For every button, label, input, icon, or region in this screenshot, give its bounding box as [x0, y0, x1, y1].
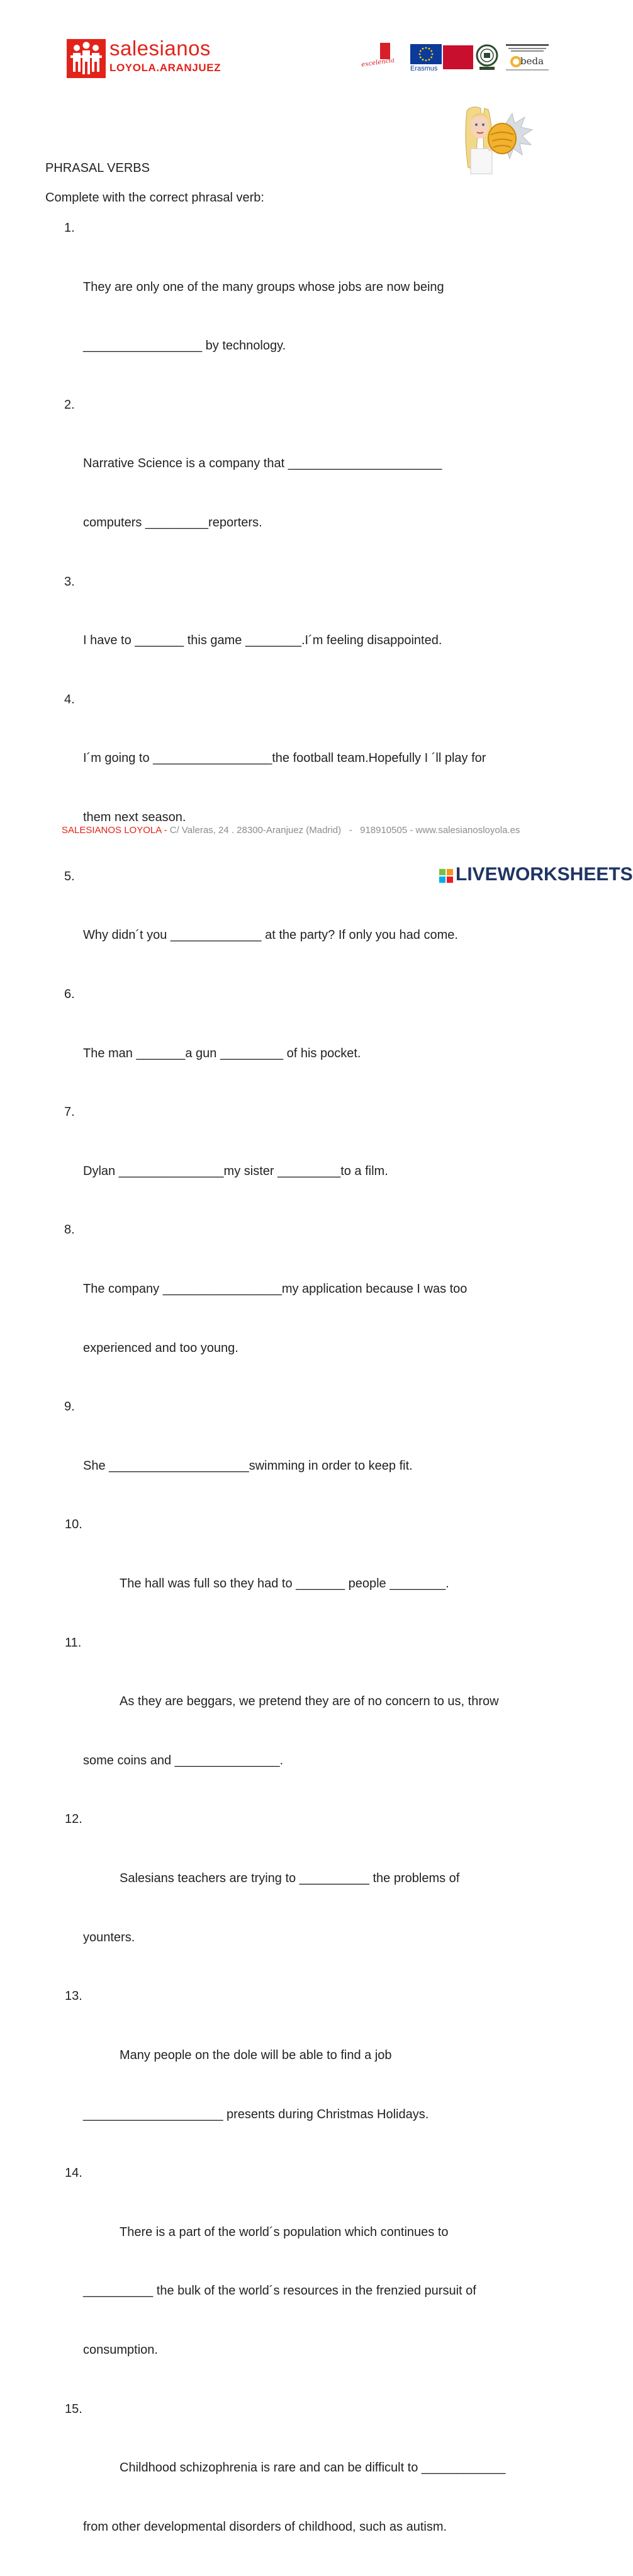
question-item [0, 395, 629, 572]
worksheet-instruction: Complete with the correct phrasal verb: [45, 191, 264, 205]
question-number: 15. [65, 2402, 82, 2416]
question-item [0, 1103, 629, 1220]
question-line: younters. [83, 1930, 135, 1944]
question-number: 11. [65, 1635, 82, 1650]
question-line: I have to _______ this game ________.I´m feeling disappointed. [83, 633, 442, 648]
question-number: 12. [65, 1812, 82, 1827]
question-number: 3. [64, 574, 75, 589]
question-line: There is a part of the world´s population which continues to [120, 2225, 449, 2239]
question-line: from other developmental disorders of childhood, such as autism. [83, 2519, 447, 2534]
question-line: They are only one of the many groups whose jobs are now being [83, 280, 444, 294]
question-number: 5. [64, 869, 75, 883]
question-item [0, 1633, 629, 1810]
question-line: __________ the bulk of the world´s resources in the frenzied pursuit of [83, 2284, 476, 2298]
question-item [0, 572, 629, 690]
question-item [0, 2164, 629, 2399]
question-item [0, 1810, 629, 1987]
question-number: 6. [64, 987, 75, 1001]
question-line: experienced and too young. [83, 1341, 238, 1355]
eu-flag-icon [410, 44, 442, 64]
question-line: them next season. [83, 810, 186, 825]
question-list [0, 218, 629, 2576]
footer-address: C/ Valeras, 24 . 28300-Aranjuez (Madrid) - 918910505 - www.salesianosloyola.es [167, 825, 520, 836]
question-item [0, 1220, 629, 1397]
question-line: As they are beggars, we pretend they are of no concern to us, throw [120, 1694, 499, 1709]
question-line: I´m going to _________________the football team.Hopefully I ´ll play for [83, 751, 486, 766]
question-line: computers _________reporters. [83, 516, 262, 530]
madrid-excellence-logo [361, 42, 409, 74]
question-line: ____________________ presents during Christmas Holidays. [83, 2107, 429, 2121]
question-line: Many people on the dole will be able to find a job [120, 2048, 392, 2062]
question-line: The man _______a gun _________ of his pocket. [83, 1046, 361, 1060]
question-line: Narrative Science is a company that ______________________ [83, 457, 442, 471]
question-item [0, 1987, 629, 2164]
question-item [0, 1397, 629, 1515]
question-number: 10. [65, 1518, 82, 1532]
red-partner-logo [443, 45, 473, 69]
question-number: 7. [64, 1105, 75, 1120]
school-logo-name: salesianos [109, 37, 211, 60]
footer-brand: SALESIANOS LOYOLA - [62, 825, 167, 836]
question-line: She ____________________swimming in order to keep fit. [83, 1458, 413, 1473]
question-number: 9. [64, 1400, 75, 1414]
question-number: 2. [64, 397, 75, 412]
question-line: some coins and _______________. [83, 1753, 284, 1767]
question-line: The company _________________my application because I was too [83, 1281, 468, 1296]
erasmus-label: Erasmus [410, 65, 438, 72]
question-number: 13. [65, 1989, 82, 2004]
school-logo-subtitle: LOYOLA.ARANJUEZ [109, 62, 221, 74]
question-line: Dylan _______________my sister _________to a film. [83, 1164, 388, 1178]
madrid-excellence-text: excelencia [361, 57, 395, 69]
question-item [0, 218, 629, 395]
question-number: 14. [65, 2166, 82, 2181]
worksheet-title: PHRASAL VERBS [45, 161, 150, 175]
question-line: Why didn´t you _____________ at the party? If only you had come. [83, 928, 458, 943]
question-number: 1. [64, 221, 75, 235]
school-logo [67, 37, 221, 78]
question-item [0, 690, 629, 867]
question-number: 4. [64, 692, 75, 706]
girl-punching-illustration [462, 105, 535, 175]
question-number: 8. [64, 1223, 75, 1237]
question-line: _________________ by technology. [83, 339, 286, 353]
liveworksheets-badge-icon [439, 869, 453, 883]
question-item [0, 2400, 629, 2576]
question-line: Childhood schizophrenia is rare and can be difficult to ____________ [120, 2461, 506, 2475]
partner-logos [361, 42, 554, 77]
beda-label: beda [520, 55, 544, 67]
liveworksheets-watermark: LIVEWORKSHEETS [456, 864, 633, 885]
madrid-flag-icon [380, 43, 390, 59]
question-line: Salesians teachers are trying to __________ the problems of [120, 1871, 460, 1886]
school-footer [62, 825, 520, 836]
question-line: The hall was full so they had to _______ people ________. [120, 1577, 449, 1591]
salesianos-emblem-icon [67, 39, 106, 78]
question-item [0, 1515, 629, 1633]
certification-seal-icon [476, 43, 498, 72]
question-line: consumption. [83, 2342, 158, 2357]
question-item [0, 985, 629, 1103]
